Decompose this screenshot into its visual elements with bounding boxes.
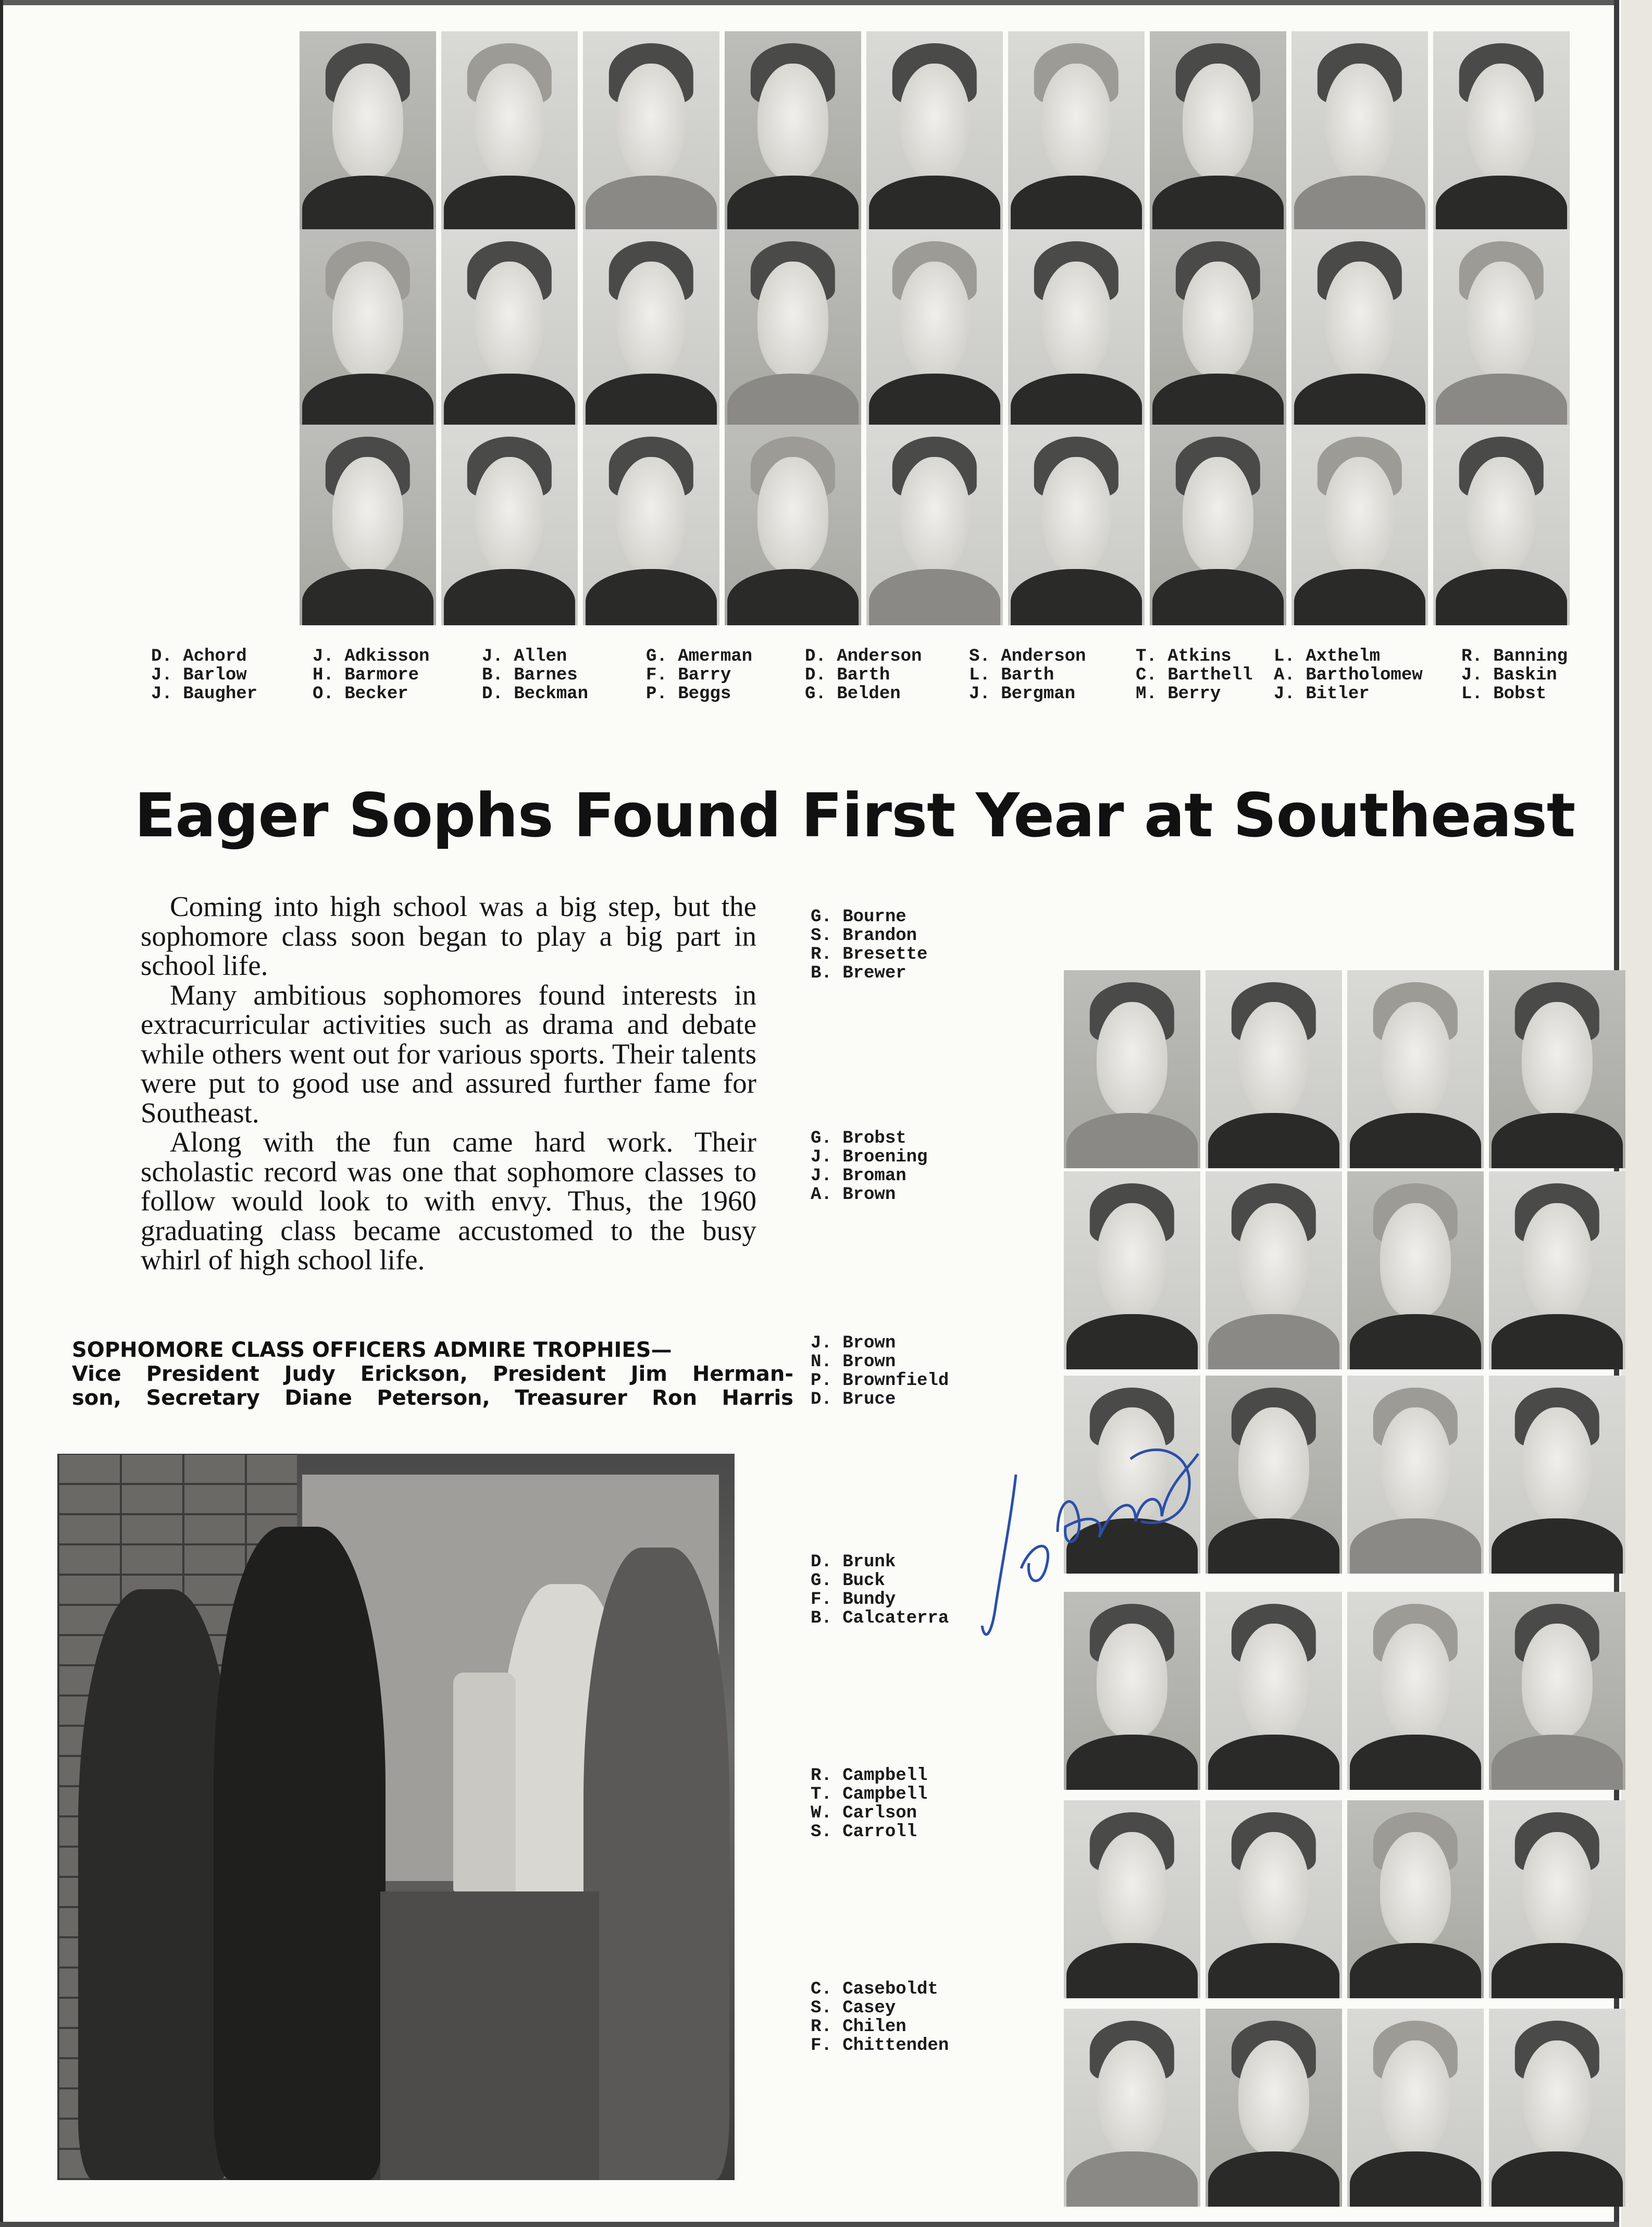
roster-name: G. Brobst [811, 1129, 906, 1148]
roster-name-group [811, 1334, 949, 1409]
portrait-shoulders [1350, 2151, 1481, 2207]
portrait-shoulders [1436, 569, 1567, 625]
roster-name: J. Baskin [1461, 665, 1557, 685]
portrait-face [1238, 1624, 1309, 1738]
roster-name: F. Chittenden [811, 2036, 949, 2056]
roster-name: F. Bundy [811, 1590, 896, 1610]
page-border-bottom [0, 2222, 1619, 2227]
roster-name: P. Brownfield [811, 1371, 949, 1391]
student-portrait [1206, 1171, 1342, 1369]
portrait-shoulders [1350, 1735, 1481, 1790]
caption-line: son, Secretary Diane Peterson, Treasurer Ron Harris [72, 1386, 793, 1410]
portrait-face [616, 457, 687, 573]
portrait-shoulders [1492, 1943, 1623, 1998]
roster-name: D. Beckman [482, 684, 589, 704]
portrait-face [1466, 64, 1537, 180]
roster-name: T. Campbell [811, 1785, 928, 1804]
student-portrait [1489, 970, 1625, 1168]
roster-name: R. Chilen [811, 2017, 906, 2037]
portrait-face [899, 262, 970, 378]
portrait-face [616, 64, 687, 180]
portrait-shoulders [1152, 176, 1284, 232]
portrait-face [1041, 64, 1112, 180]
officer-figure [78, 1589, 234, 2180]
roster-name: C. Caseboldt [811, 1979, 938, 1999]
roster-name: J. Broening [811, 1147, 928, 1167]
roster-name: J. Adkisson [313, 647, 430, 666]
student-portrait [441, 229, 578, 430]
portrait-face [899, 457, 970, 573]
portrait-shoulders [1294, 176, 1425, 232]
roster-name: T. Atkins [1136, 647, 1232, 666]
roster-name: A. Brown [811, 1185, 896, 1205]
roster-name: R. Banning [1461, 647, 1568, 666]
portrait-shoulders [1350, 1113, 1481, 1168]
page-headline: Eager Sophs Found First Year at Southeast [134, 781, 1575, 851]
display-case [380, 1891, 599, 2180]
portrait-shoulders [586, 176, 717, 232]
roster-name-group [811, 1766, 927, 1841]
student-portrait [1489, 1376, 1625, 1574]
roster-name: B. Brewer [811, 963, 906, 983]
portrait-face [474, 262, 545, 378]
roster-name-group [811, 1980, 949, 2055]
portrait-face [332, 457, 403, 573]
portrait-shoulders [1066, 1314, 1198, 1369]
student-portrait [1489, 1171, 1625, 1369]
student-portrait [1064, 2009, 1200, 2207]
roster-name: J. Baugher [151, 684, 258, 704]
roster-name: G. Amerman [646, 647, 753, 666]
roster-name-column [1274, 647, 1423, 703]
photo-caption [72, 1338, 793, 1410]
portrait-face [1238, 2040, 1309, 2155]
roster-name: M. Berry [1136, 684, 1221, 704]
student-portrait [1064, 1800, 1200, 1998]
student-portrait [725, 425, 861, 625]
student-portrait [1206, 1592, 1342, 1790]
portrait-face [1238, 1002, 1309, 1117]
roster-name: S. Brandon [811, 926, 917, 946]
roster-name: L. Barth [969, 665, 1054, 685]
roster-name: J. Barlow [151, 665, 247, 685]
portrait-shoulders [1011, 374, 1142, 430]
student-portrait [441, 425, 578, 625]
portrait-shoulders [1152, 569, 1284, 625]
roster-name-column [1461, 647, 1568, 703]
portrait-shoulders [444, 569, 575, 625]
portrait-face [1522, 2040, 1593, 2155]
handwritten-signature [979, 1438, 1209, 1657]
roster-name-column [969, 647, 1086, 703]
student-portrait [300, 229, 436, 430]
page-border-top [0, 0, 1619, 5]
roster-name: A. Bartholomew [1274, 665, 1423, 685]
portrait-shoulders [1208, 1943, 1339, 1998]
portrait-face [1324, 64, 1395, 180]
article-paragraph: Coming into high school was a big step, but the sophomore class soon began to play a big part in school life. [141, 890, 756, 981]
roster-name: J. Broman [811, 1166, 906, 1186]
portrait-face [1041, 262, 1112, 378]
portrait-face [1522, 1832, 1593, 1947]
student-portrait [866, 425, 1003, 625]
portrait-shoulders [1011, 176, 1142, 232]
roster-name: J. Allen [482, 647, 567, 666]
roster-name: O. Becker [313, 684, 408, 704]
student-portrait [583, 229, 719, 430]
student-portrait [1008, 425, 1145, 625]
student-portrait [1206, 1376, 1342, 1574]
portrait-shoulders [1152, 374, 1284, 430]
portrait-face [474, 457, 545, 573]
portrait-face [1097, 2040, 1167, 2155]
portrait-shoulders [1436, 176, 1567, 232]
portrait-shoulders [1350, 1518, 1481, 1574]
roster-name-group [811, 908, 927, 983]
portrait-shoulders [302, 374, 433, 430]
student-portrait [300, 425, 436, 625]
article-paragraph: Along with the fun came hard work. Their scholastic record was one that sophomore classes to follow would look to with envy. Thus, the 1960 graduating class became accustomed to the busy whirl of high school life. [141, 1126, 756, 1276]
roster-name: G. Bourne [811, 907, 906, 927]
portrait-shoulders [1066, 1735, 1198, 1790]
portrait-shoulders [1492, 1518, 1623, 1574]
roster-name: C. Barthell [1136, 665, 1253, 685]
officer-figure [583, 1548, 729, 2180]
portrait-face [1522, 1002, 1593, 1117]
student-portrait [1206, 2009, 1342, 2207]
roster-name: L. Axthelm [1274, 647, 1381, 666]
roster-name: R. Bresette [811, 945, 928, 964]
portrait-face [1380, 1407, 1451, 1522]
student-portrait [1347, 1800, 1484, 1998]
page-edge-strip [1621, 0, 1652, 2227]
portrait-face [1324, 457, 1395, 573]
student-portrait [1433, 31, 1570, 232]
roster-name: D. Brunk [811, 1552, 896, 1572]
portrait-face [332, 262, 403, 378]
portrait-face [1380, 1624, 1451, 1738]
portrait-shoulders [1294, 569, 1425, 625]
portrait-face [1380, 1002, 1451, 1117]
roster-name: P. Beggs [646, 684, 731, 704]
roster-name: J. Brown [811, 1333, 896, 1353]
caption-line: Vice President Judy Erickson, President Jim Herman- [72, 1362, 793, 1386]
portrait-face [616, 262, 687, 378]
student-portrait [1347, 1171, 1484, 1369]
portrait-shoulders [1492, 2151, 1623, 2207]
portrait-shoulders [1066, 2151, 1198, 2207]
student-portrait [1291, 229, 1428, 430]
roster-name: D. Anderson [805, 647, 922, 666]
portrait-face [757, 64, 828, 180]
portrait-shoulders [727, 374, 859, 430]
student-portrait [1064, 1171, 1200, 1369]
student-portrait [1489, 2009, 1625, 2207]
portrait-shoulders [1350, 1314, 1481, 1369]
portrait-shoulders [1492, 1314, 1623, 1369]
portrait-face [1041, 457, 1112, 573]
student-portrait [300, 31, 436, 232]
portrait-shoulders [869, 569, 1000, 625]
student-portrait [441, 31, 578, 232]
portrait-shoulders [1208, 1735, 1339, 1790]
roster-name-column [313, 647, 429, 703]
student-portrait [583, 425, 719, 625]
portrait-shoulders [1492, 1735, 1623, 1790]
portrait-shoulders [586, 569, 717, 625]
portrait-face [1183, 262, 1253, 378]
portrait-face [1183, 457, 1253, 573]
article-body [141, 892, 756, 1275]
portrait-shoulders [1208, 1113, 1339, 1168]
roster-name-column [151, 647, 257, 703]
portrait-face [332, 64, 403, 180]
portrait-face [1238, 1203, 1309, 1318]
portrait-face [1097, 1832, 1167, 1947]
student-portrait [1064, 970, 1200, 1168]
article-paragraph: Many ambitious sophomores found interests in extracurricular activities such as drama and debate while others went out for various sports. Their talents were put to good use and assured further fame for Southeast. [141, 979, 756, 1129]
student-portrait [1347, 1592, 1484, 1790]
portrait-shoulders [302, 176, 433, 232]
portrait-shoulders [1436, 374, 1567, 430]
portrait-shoulders [1208, 1518, 1339, 1574]
portrait-face [1238, 1832, 1309, 1947]
roster-name: W. Carlson [811, 1803, 917, 1823]
roster-name-group [811, 1129, 927, 1204]
roster-name: B. Barnes [482, 665, 578, 685]
roster-name: S. Carroll [811, 1822, 917, 1842]
student-portrait [1150, 31, 1286, 232]
student-portrait [866, 229, 1003, 430]
roster-name: J. Bitler [1274, 684, 1370, 704]
officer-figure [214, 1527, 386, 2180]
class-officers-photo [57, 1454, 735, 2180]
roster-name: S. Anderson [969, 647, 1086, 666]
student-portrait [1291, 425, 1428, 625]
portrait-shoulders [1066, 1943, 1198, 1998]
student-portrait [1150, 229, 1286, 430]
roster-name-group [811, 1553, 949, 1628]
portrait-shoulders [1011, 569, 1142, 625]
portrait-shoulders [727, 176, 859, 232]
portrait-shoulders [869, 176, 1000, 232]
portrait-shoulders [869, 374, 1000, 430]
page-border-left [0, 0, 3, 2227]
roster-name: H. Barmore [313, 665, 419, 685]
portrait-face [1522, 1203, 1593, 1318]
portrait-shoulders [586, 374, 717, 430]
student-portrait [1347, 970, 1484, 1168]
student-portrait [1347, 2009, 1484, 2207]
portrait-face [1097, 1203, 1167, 1318]
portrait-face [1183, 64, 1253, 180]
student-portrait [1206, 1800, 1342, 1998]
roster-name: D. Bruce [811, 1390, 896, 1409]
portrait-shoulders [444, 176, 575, 232]
student-portrait [1347, 1376, 1484, 1574]
portrait-face [1324, 262, 1395, 378]
portrait-face [1097, 1002, 1167, 1117]
portrait-shoulders [1208, 2151, 1339, 2207]
portrait-face [1466, 262, 1537, 378]
roster-name: L. Bobst [1461, 684, 1547, 704]
student-portrait [1206, 970, 1342, 1168]
portrait-face [1466, 457, 1537, 573]
roster-name: F. Barry [646, 665, 731, 685]
portrait-face [899, 64, 970, 180]
portrait-shoulders [1294, 374, 1425, 430]
portrait-shoulders [1208, 1314, 1339, 1369]
student-portrait [1291, 31, 1428, 232]
portrait-shoulders [1492, 1113, 1623, 1168]
roster-name-column [482, 647, 588, 703]
portrait-shoulders [444, 374, 575, 430]
roster-name: D. Barth [805, 665, 890, 685]
portrait-face [1380, 1832, 1451, 1947]
student-portrait [1433, 229, 1570, 430]
trophy [453, 1673, 516, 1891]
roster-name: D. Achord [151, 647, 247, 666]
student-portrait [866, 31, 1003, 232]
student-portrait [1150, 425, 1286, 625]
portrait-face [1522, 1624, 1593, 1738]
roster-name-column [805, 647, 922, 703]
student-portrait [1008, 31, 1145, 232]
portrait-face [1380, 2040, 1451, 2155]
portrait-face [474, 64, 545, 180]
roster-name: G. Buck [811, 1571, 885, 1591]
roster-name: B. Calcaterra [811, 1609, 949, 1628]
student-portrait [1489, 1800, 1625, 1998]
roster-name: S. Casey [811, 1998, 896, 2018]
student-portrait [1433, 425, 1570, 625]
student-portrait [1008, 229, 1145, 430]
portrait-face [757, 457, 828, 573]
portrait-shoulders [302, 569, 433, 625]
roster-name: J. Bergman [969, 684, 1076, 704]
roster-name: R. Campbell [811, 1766, 928, 1786]
roster-name: G. Belden [805, 684, 901, 704]
portrait-face [1238, 1407, 1309, 1522]
roster-name: N. Brown [811, 1352, 896, 1372]
portrait-shoulders [1066, 1113, 1198, 1168]
portrait-shoulders [1350, 1943, 1481, 1998]
roster-name-column [1136, 647, 1252, 703]
portrait-face [1522, 1407, 1593, 1522]
student-portrait [583, 31, 719, 232]
portrait-face [757, 262, 828, 378]
student-portrait [1489, 1592, 1625, 1790]
portrait-face [1380, 1203, 1451, 1318]
student-portrait [725, 31, 861, 232]
portrait-shoulders [727, 569, 859, 625]
student-portrait [725, 229, 861, 430]
roster-name-column [646, 647, 752, 703]
caption-line: SOPHOMORE CLASS OFFICERS ADMIRE TROPHIES— [72, 1338, 672, 1362]
